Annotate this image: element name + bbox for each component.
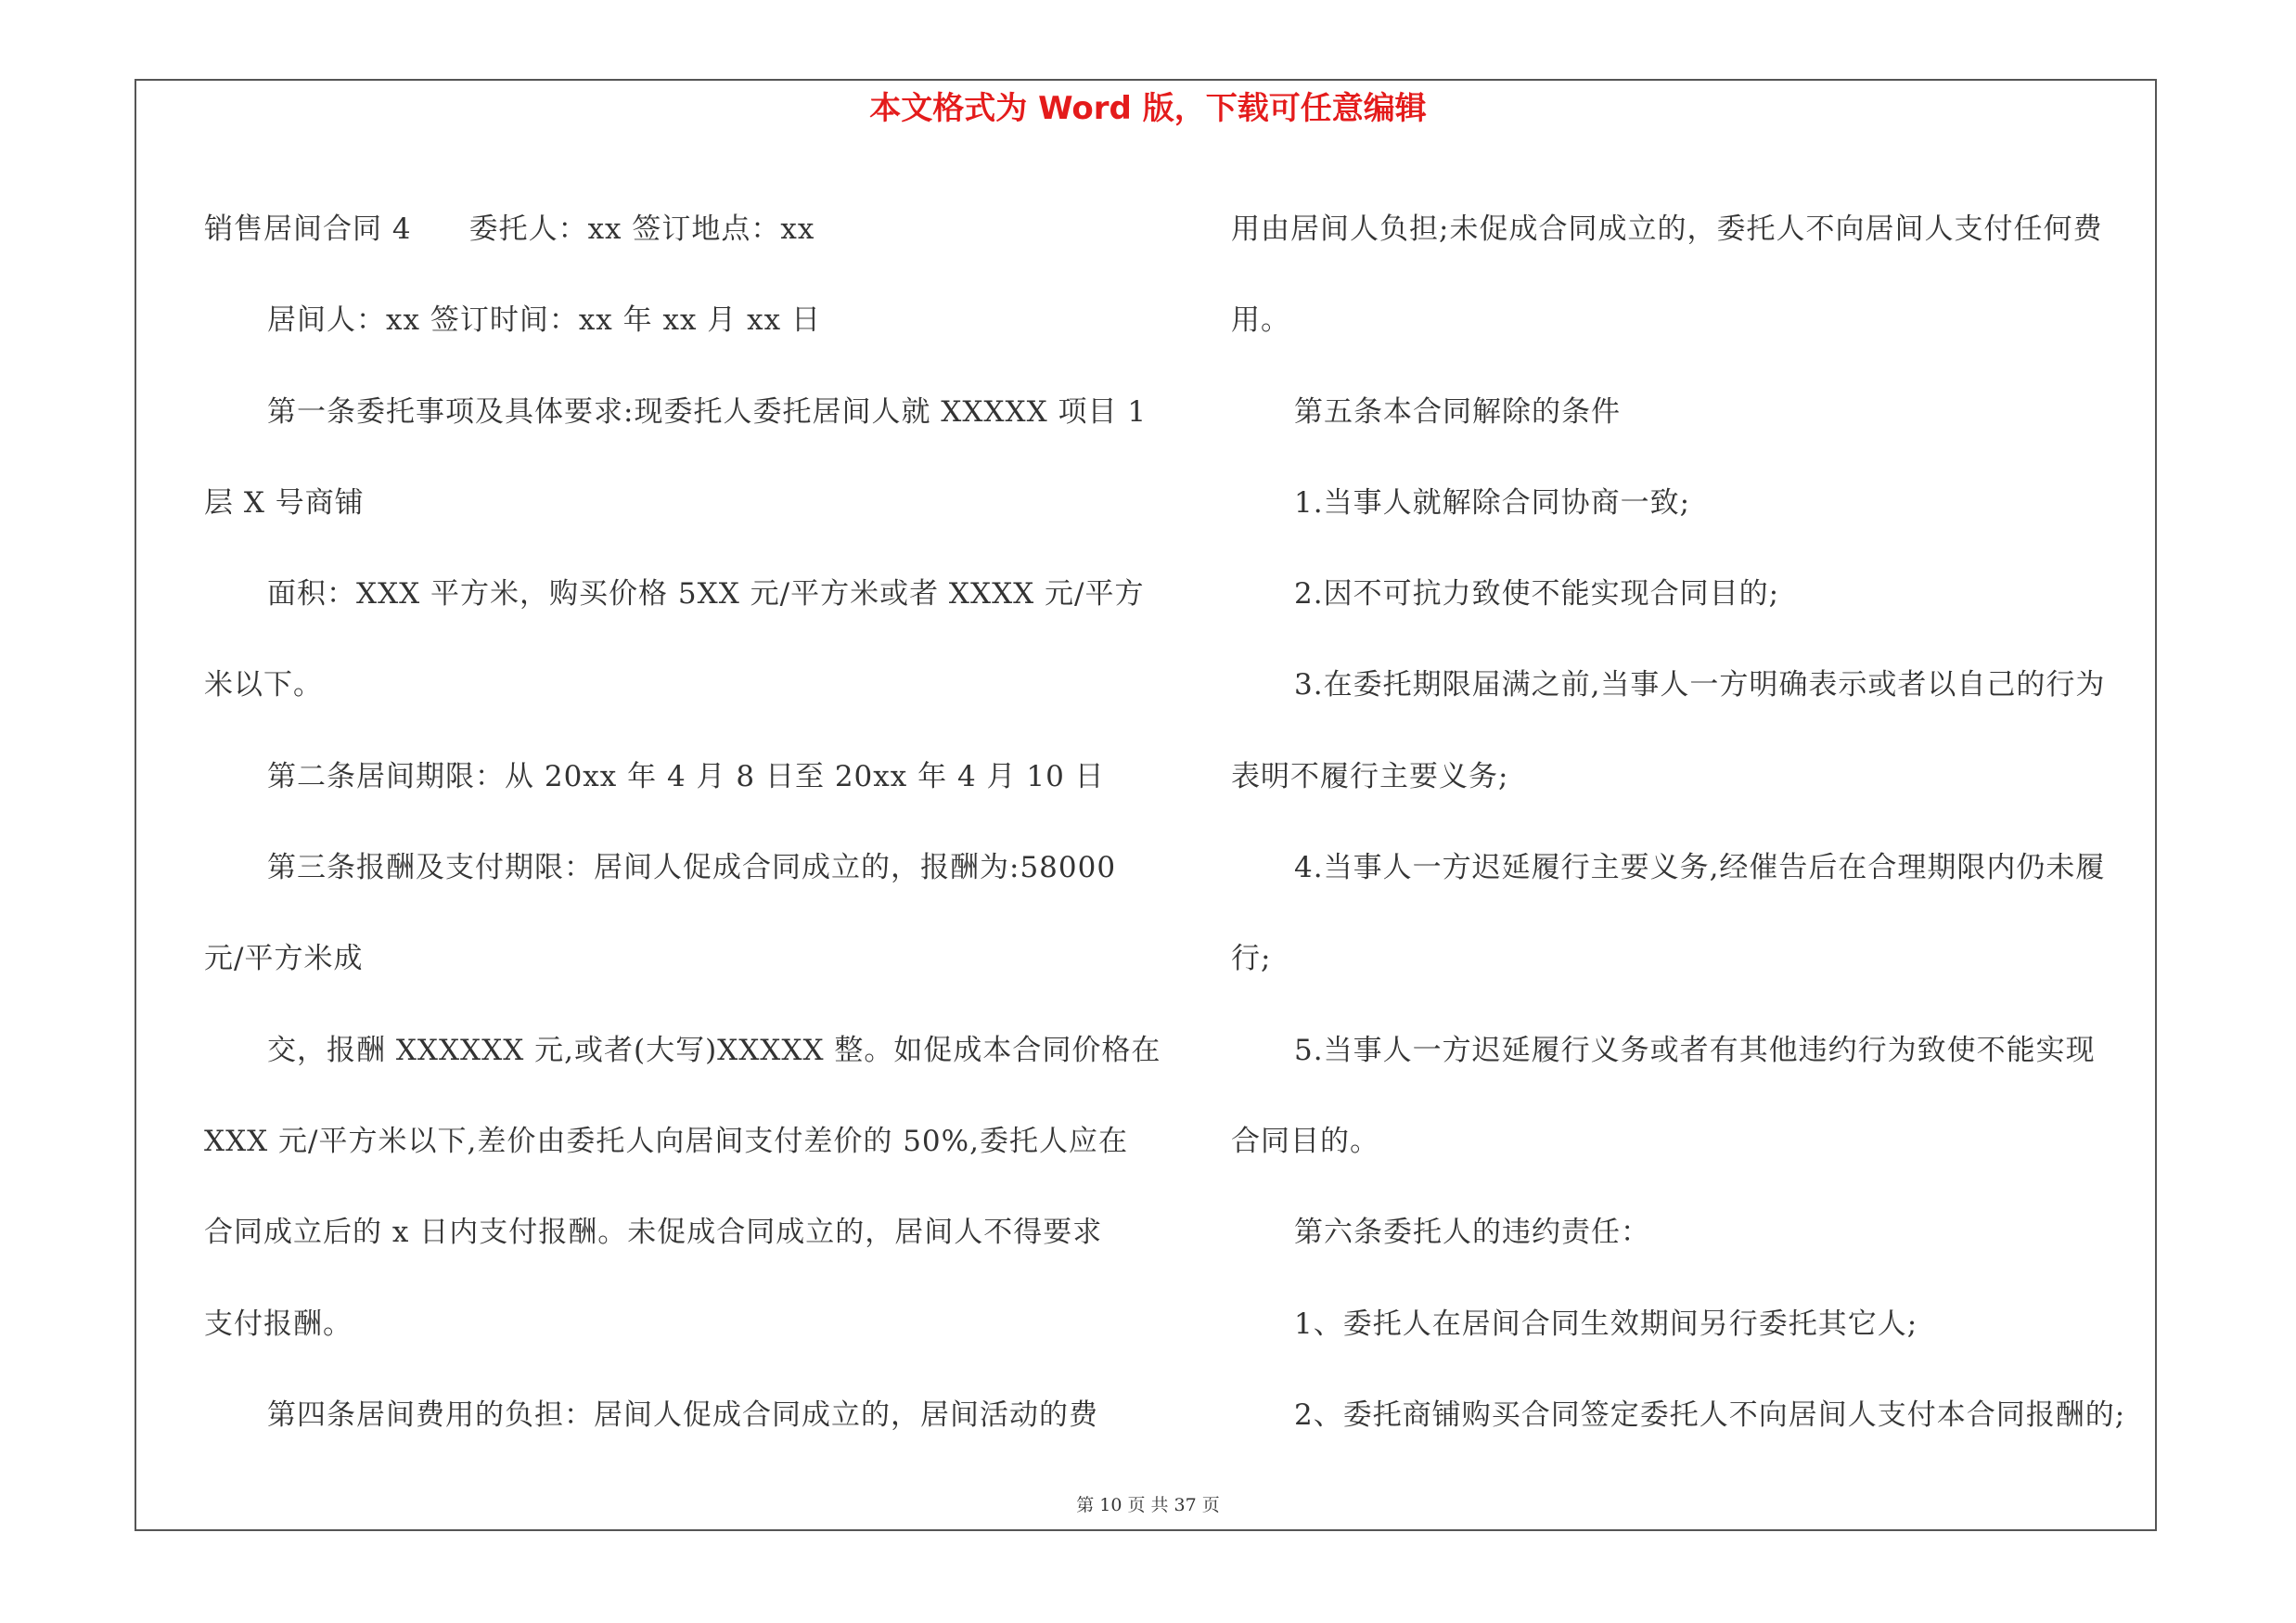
document-heading-line: [204, 184, 1127, 275]
right-lines: [1231, 184, 2168, 1461]
paragraph-line: 第六条委托人的违约责任：: [1294, 1216, 1650, 1250]
paragraph-line: 用。: [1231, 303, 1290, 338]
paragraph-line: 元/平方米成: [204, 942, 364, 976]
paragraph-line: 合同目的。: [1231, 1124, 1379, 1158]
paragraph-line: 表明不履行主要义务;: [1231, 759, 1509, 793]
paragraph-line: 交，报酬 XXXXXX 元,或者(大写)XXXXX 整。如促成本合同价格在: [267, 1033, 1161, 1067]
paragraph-line: 层 X 号商铺: [204, 485, 365, 520]
paragraph-line: 用由居间人负担;未促成合同成立的，委托人不向居间人支付任何费: [1231, 213, 2103, 246]
paragraph-line: 1、委托人在居间合同生效期间另行委托其它人;: [1294, 1307, 1918, 1341]
page-number: 第 10 页 共 37 页: [1076, 1495, 1220, 1515]
paragraph-line: 合同成立后的 x 日内支付报酬。未促成合同成立的，居间人不得要求: [204, 1216, 1103, 1250]
paragraph-line: 1.当事人就解除合同协商一致;: [1294, 485, 1691, 520]
paragraph-line: 面积：XXX 平方米，购买价格 5XX 元/平方米或者 XXXX 元/平方: [267, 577, 1145, 612]
paragraph-line: 4.当事人一方迟延履行主要义务,经催告后在合理期限内仍未履: [1294, 851, 2106, 885]
paragraph-line: 居间人：xx 签订时间：xx 年 xx 月 xx 日: [267, 303, 821, 338]
paragraph-line: 第三条报酬及支付期限：居间人促成合同成立的，报酬为:58000: [267, 851, 1117, 885]
paragraph-line: 第二条居间期限：从 20xx 年 4 月 8 日至 20xx 年 4 月 10 日: [267, 759, 1105, 793]
paragraph-line: 行;: [1231, 942, 1272, 976]
document-title: 销售居间合同 4: [204, 213, 412, 246]
right-column: [1231, 184, 2168, 1461]
paragraph-line: 2、委托商铺购买合同签定委托人不向居间人支付本合同报酬的;: [1294, 1398, 2126, 1432]
left-column: [204, 184, 1161, 1461]
paragraph-line: 3.在委托期限届满之前,当事人一方明确表示或者以自己的行为: [1294, 668, 2106, 702]
paragraph-line: 第五条本合同解除的条件: [1294, 394, 1621, 429]
paragraph-line: 支付报酬。: [204, 1307, 353, 1341]
paragraph-line: XXX 元/平方米以下,差价由委托人向居间支付差价的 50%,委托人应在: [204, 1124, 1128, 1158]
paragraph-line: 第四条居间费用的负担：居间人促成合同成立的，居间活动的费: [267, 1398, 1098, 1432]
format-banner: 本文格式为 Word 版，下载可任意编辑: [869, 90, 1427, 127]
paragraph-line: 米以下。: [204, 668, 323, 702]
left-lines: [204, 275, 1161, 1461]
paragraph-line: 5.当事人一方迟延履行义务或者有其他违约行为致使不能实现: [1294, 1033, 2096, 1067]
paragraph-line: 2.因不可抗力致使不能实现合同目的;: [1294, 577, 1780, 612]
party-info: 委托人：xx 签订地点：xx: [468, 213, 815, 246]
paragraph-line: 第一条委托事项及具体要求:现委托人委托居间人就 XXXXX 项目 1: [267, 394, 1148, 429]
